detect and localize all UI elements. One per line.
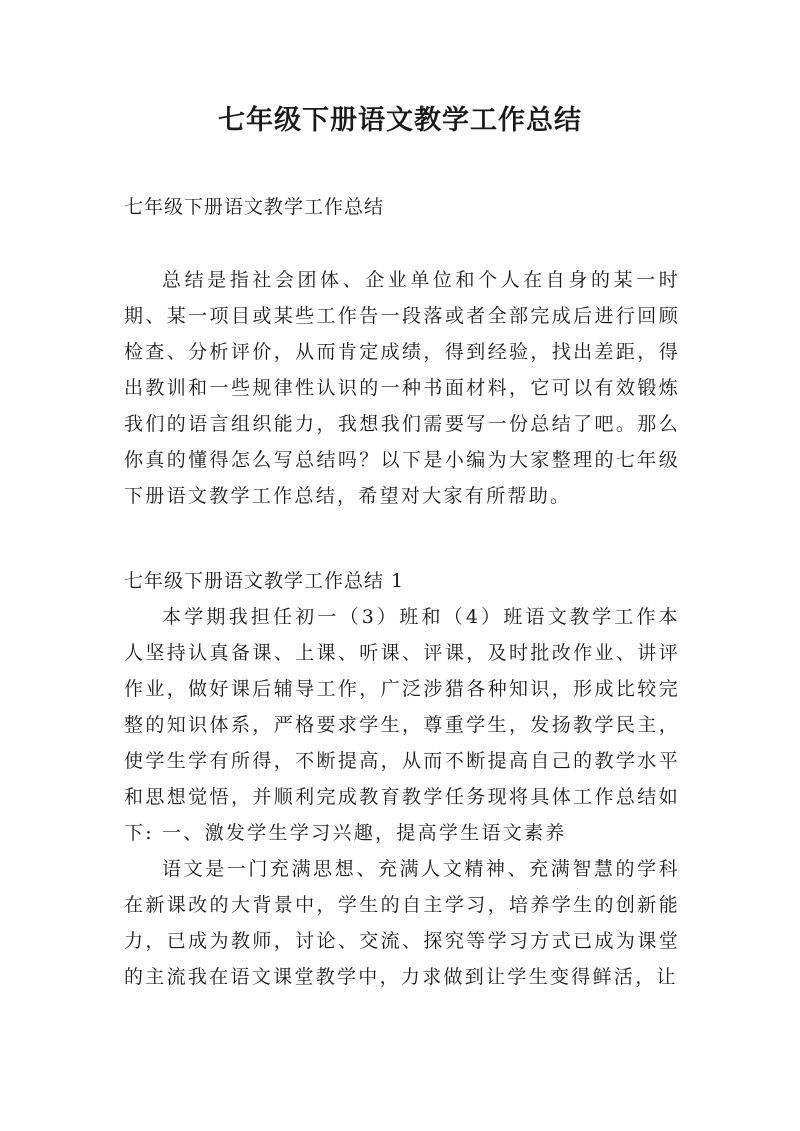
intro-paragraph: 总结是指社会团体、企业单位和个人在自身的某一时期、某一项目或某些工作告一段落或者全部完成后进行回顾检查、分析评价，从而肯定成绩，得到经验，找出差距，得出教训和一些规律性认识的一种书面材料，它可以有效锻炼我们的语言组织能力，我想我们需要写一份总结了吧。那么你真的懂得怎么写总结吗？以下是小编为大家整理的七年级下册语文教学工作总结，希望对大家有所帮助。 <box>124 269 680 507</box>
point-paragraph: 语文是一门充满思想、充满人文精神、充满智慧的学科在新课改的大背景中，学生的自主学习，培养学生的创新能力，已成为教师，讨论、交流、探究等学习方式已成为课堂的主流我在语文课堂教学中，力求做到让学生变得鲜活，让 <box>124 858 680 988</box>
section-paragraph: 本学期我担任初一（3）班和（4）班语文教学工作本人坚持认真备课、上课、听课、评课，及时批改作业、讲评作业，做好课后辅导工作，广泛涉猎各种知识，形成比较完整的知识体系，严格要求学生，尊重学生，发扬教学民主，使学生学有所得，不断提高，从而不断提高自己的教学水平和思想觉悟，并顺利完成教育教学任务现将具体工作总结如下: <box>124 606 680 844</box>
document-subtitle: 七年级下册语文教学工作总结 <box>124 196 385 218</box>
section-heading: 七年级下册语文教学工作总结 1 <box>124 570 405 592</box>
document-title: 七年级下册语文教学工作总结 <box>218 105 582 136</box>
point-heading: 一、激发学生学习兴趣，提高学生语文素养 <box>162 822 567 844</box>
